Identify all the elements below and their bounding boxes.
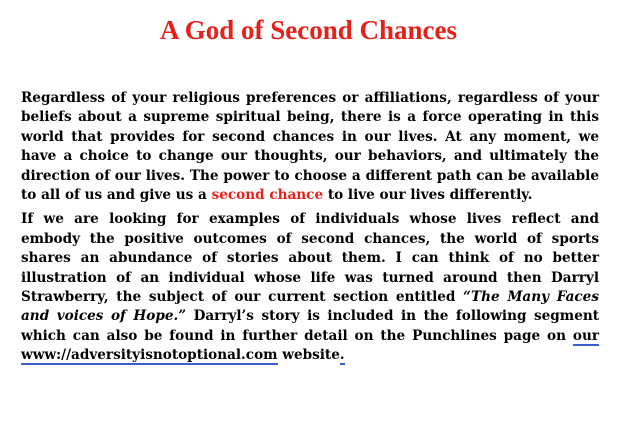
paragraph-2-text-end: website [277,347,340,364]
final-period: . [339,347,345,364]
page-title: A God of Second Chances [159,15,458,45]
paragraph-2-text-start: If we are looking for examples of individuals whose lives reflect and embody the positive outcomes of second chances, the world of sports shares an abundance of stories about them. I can think of no better illustration of an individual whose life was turned around then Darryl Strawberry, the subject of our current section entitled [21,211,599,306]
paragraph-1 [21,89,599,205]
website-link-prefix[interactable]: our [572,327,599,344]
section-title-quote: “The Many Faces and voices of Hope.” [21,289,599,325]
paragraph-1-text-start: Regardless of your religious preferences or affiliations, regardless of your beliefs about a supreme spiritual being, there is a force operating in this world that provides for second chances in our lives. At any moment, we have a choice to change our thoughts, our behaviors, and ultimately the direction of our lives. The power to choose a different path can be available to all of us and give us a [21,90,599,204]
second-chance-highlight: second chance [211,187,324,204]
paragraph-2-text-middle: Darryl’s story is included in the following segment which can also be found in further detail on the Punchlines page on [21,308,600,344]
document-body [21,89,599,371]
paragraph-2 [21,210,599,365]
paragraph-1-text-end: to live our lives differently. [323,187,533,204]
website-link-url[interactable]: www://adversityisnotoptional.com [21,347,278,364]
